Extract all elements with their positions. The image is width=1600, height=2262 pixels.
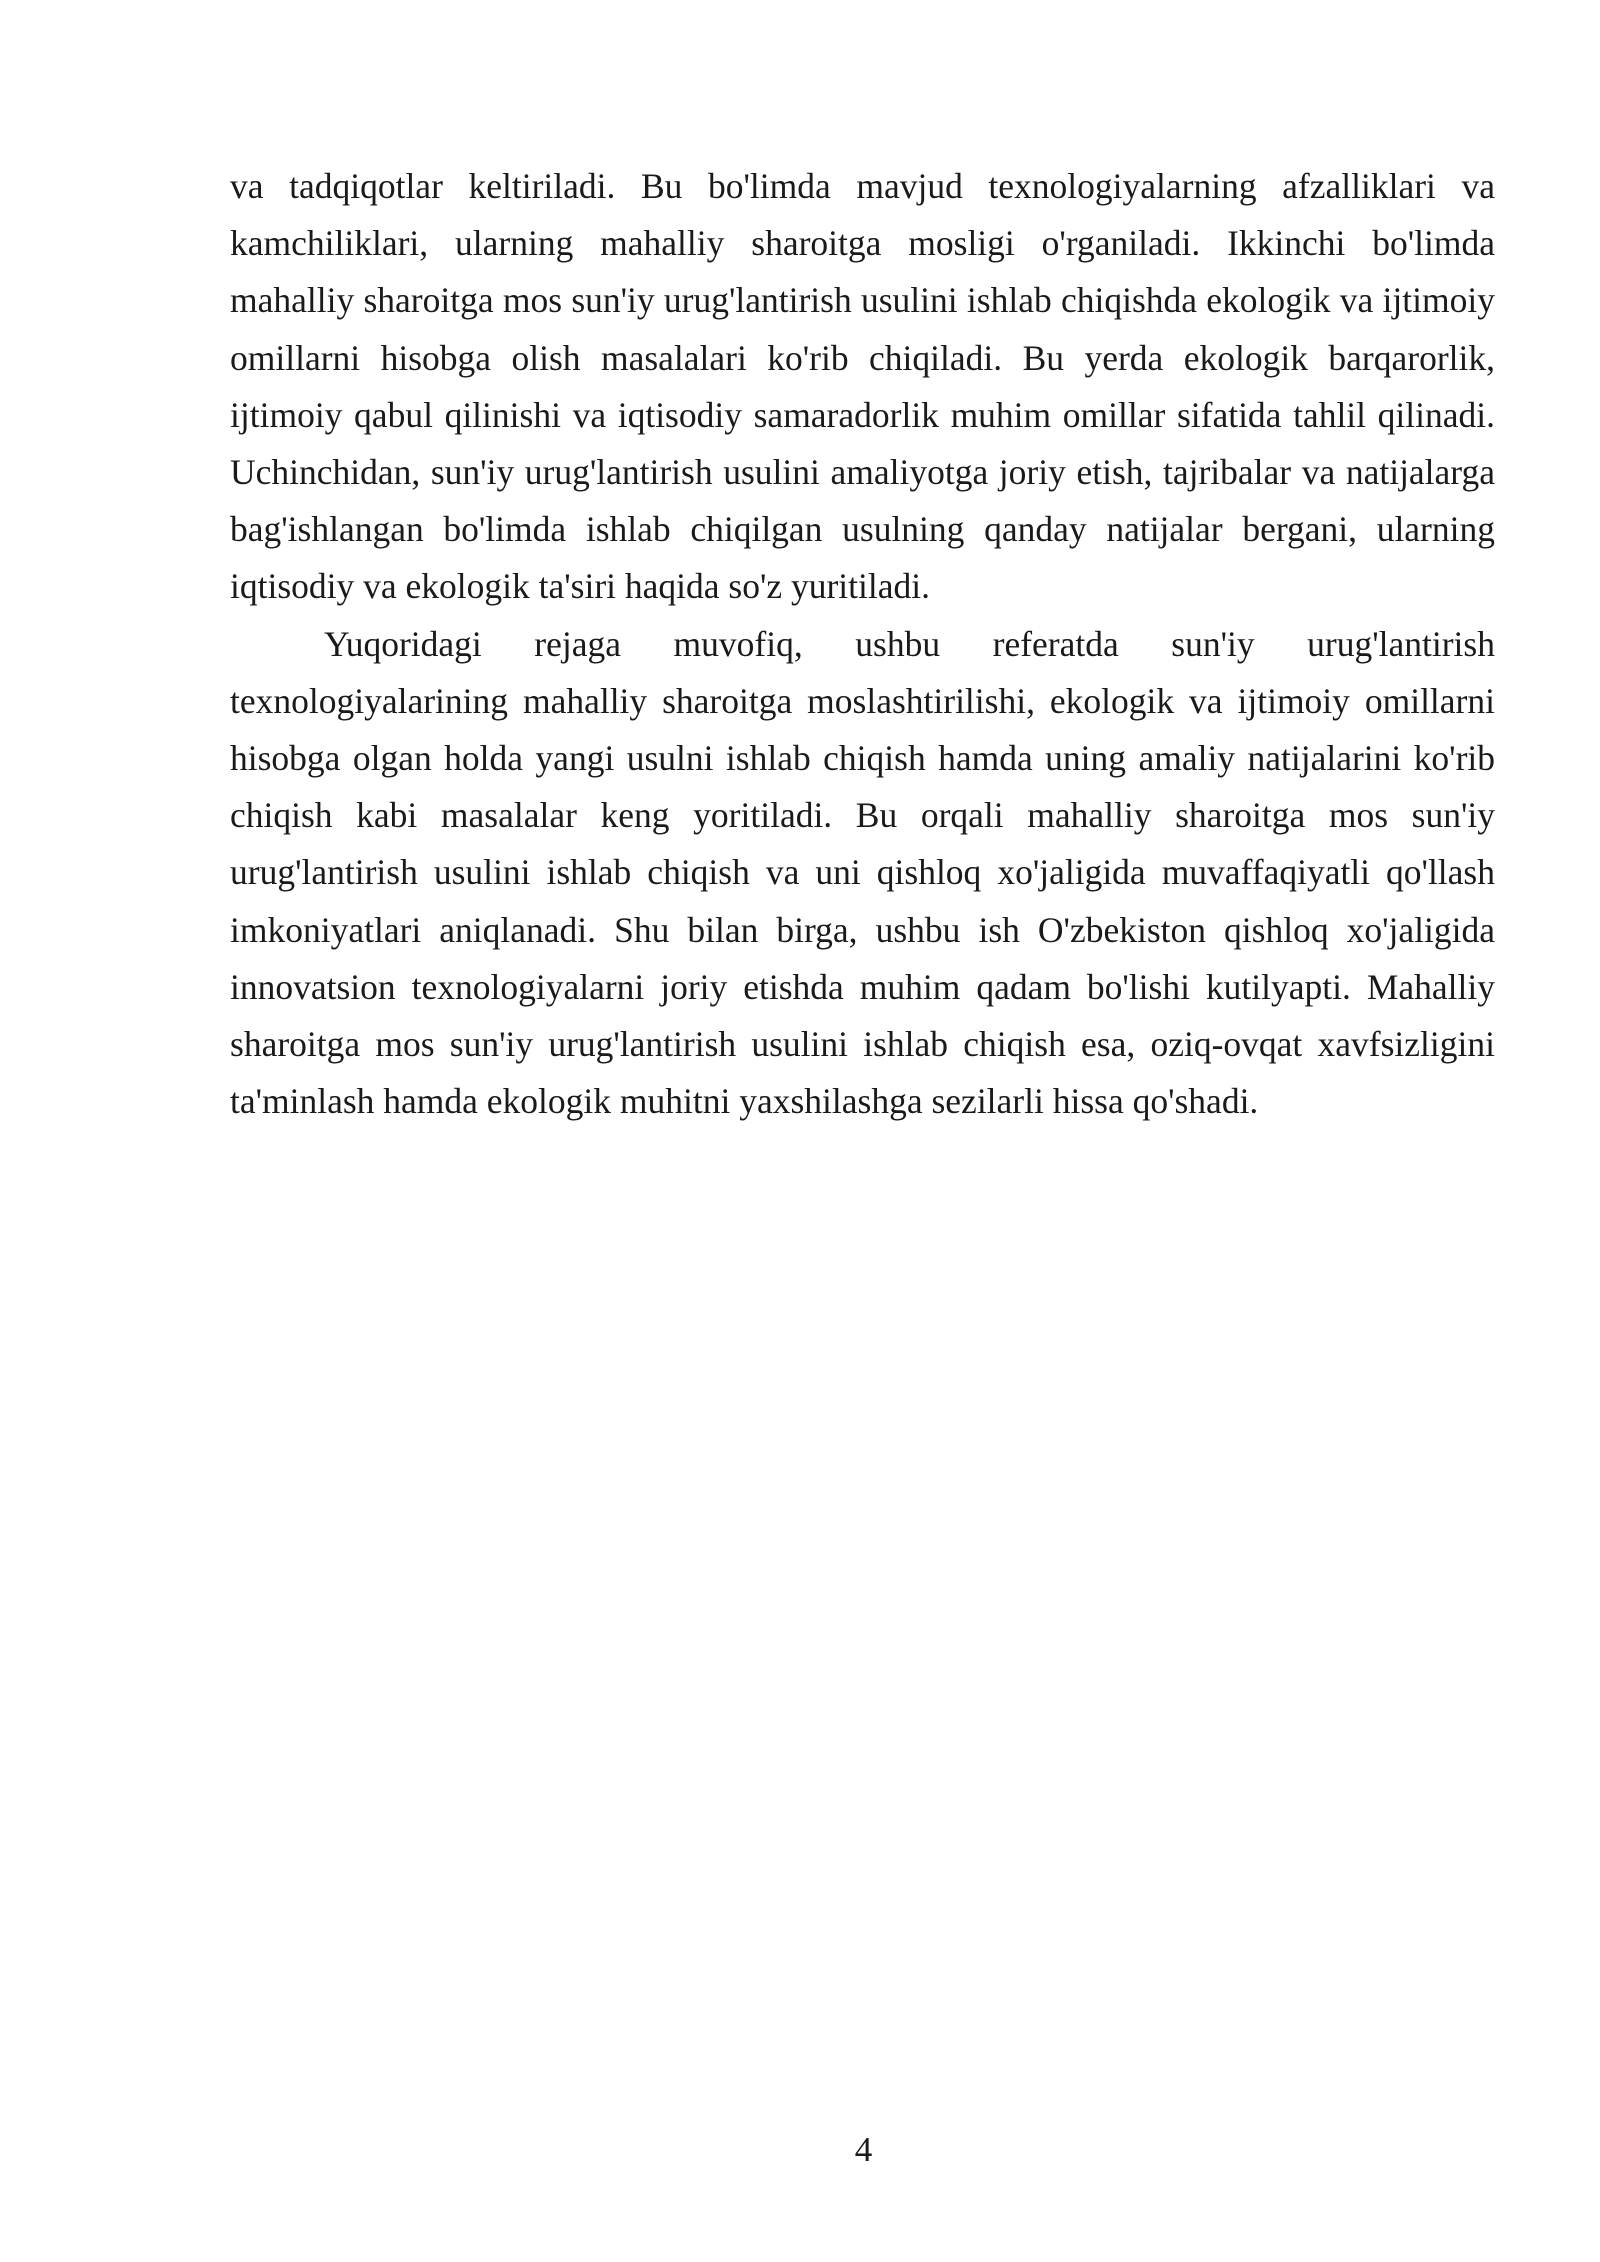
- body-text: [230, 158, 1495, 1130]
- page-number: 4: [854, 2130, 873, 2169]
- paragraph-summary: Yuqoridagi rejaga muvofiq, ushbu referatda sun'iy urug'lantirish texnologiyalarining mahalliy sharoitga moslashtirilishi, ekologik va ijtimoiy omillarni hisobga olgan holda yangi usulni ishlab chiqish hamda uning amaliy natijalarini ko'rib chiqish kabi masalalar keng yoritiladi. Bu orqali mahalliy sharoitga mos sun'iy urug'lantirish usulini ishlab chiqish va uni qishloq xo'jaligida muvaffaqiyatli qo'llash imkoniyatlari aniqlanadi. Shu bilan birga, ushbu ish O'zbekiston qishloq xo'jaligida innovatsion texnologiyalarni joriy etishda muhim qadam bo'lishi kutilyapti. Mahalliy sharoitga mos sun'iy urug'lantirish usulini ishlab chiqish esa, oziq-ovqat xavfsizligini ta'minlash hamda ekologik muhitni yaxshilashga sezilarli hissa qo'shadi.: [230, 623, 1495, 1122]
- paragraph-continuation: va tadqiqotlar keltiriladi. Bu bo'limda mavjud texnologiyalarning afzalliklari va kamchiliklari, ularning mahalliy sharoitga mosligi o'rganiladi. Ikkinchi bo'limda mahalliy sharoitga mos sun'iy urug'lantirish usulini ishlab chiqishda ekologik va ijtimoiy omillarni hisobga olish masalalari ko'rib chiqiladi. Bu yerda ekologik barqarorlik, ijtimoiy qabul qilinishi va iqtisodiy samaradorlik muhim omillar sifatida tahlil qilinadi. Uchinchidan, sun'iy urug'lantirish usulini amaliyotga joriy etish, tajribalar va natijalarga bag'ishlangan bo'limda ishlab chiqilgan usulning qanday natijalar bergani, ularning iqtisodiy va ekologik ta'siri haqida so'z yuritiladi.: [230, 166, 1495, 607]
